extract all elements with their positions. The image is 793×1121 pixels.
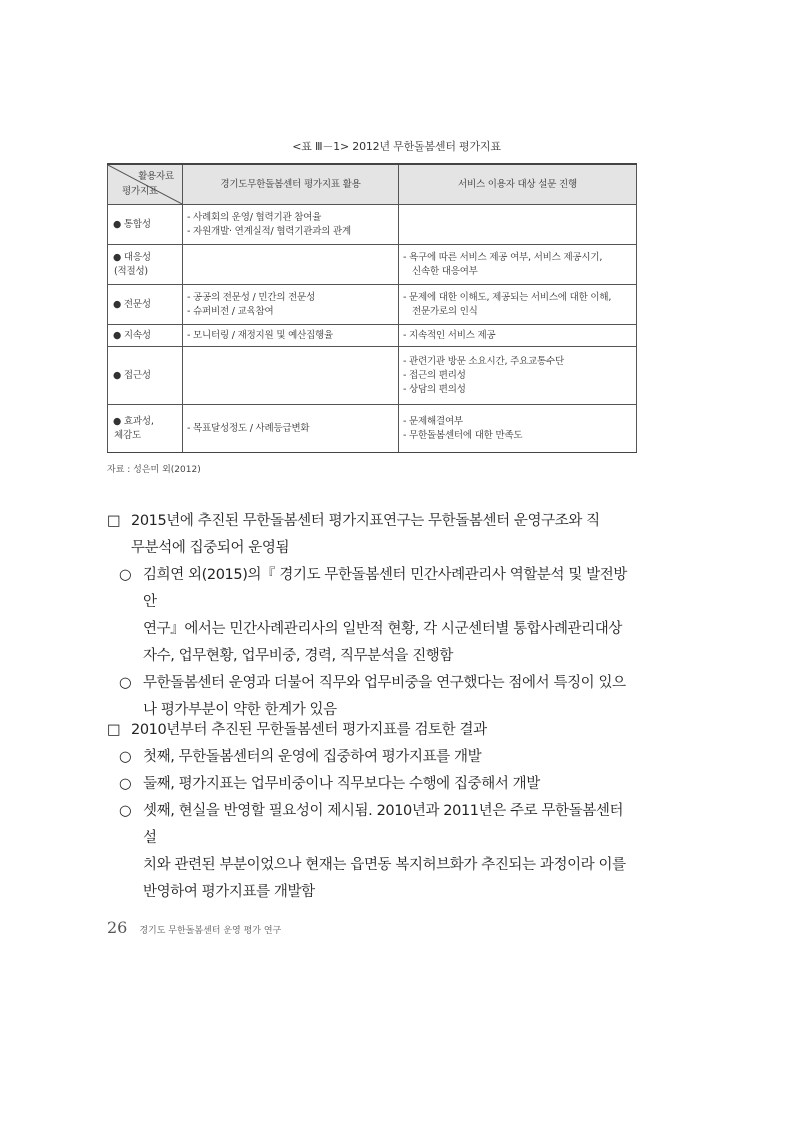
section-heading [107, 508, 637, 562]
gyeonggi-indicator-cell [183, 205, 399, 245]
circle-bullet-icon: ○ [119, 776, 132, 792]
circle-bullet-icon: ○ [119, 803, 132, 819]
section-item [119, 771, 637, 798]
criterion-cell [108, 285, 183, 325]
section-2015-study [107, 508, 637, 724]
cell-text-line: 신속한 대응여부 [412, 265, 478, 277]
cell-text-line: ● 효과성, [113, 415, 154, 427]
section-item-line: 무한돌봄센터 운영과 더불어 직무와 업무비중을 연구했다는 점에서 특징이 있으 [143, 675, 626, 691]
column-header-gyeonggi-indicator: 경기도무한돌봄센터 평가지표 활용 [183, 164, 399, 205]
table-row [108, 405, 637, 453]
section-item-line: 나 평가부분이 약한 한계가 있음 [143, 702, 337, 718]
table-row [108, 285, 637, 325]
table-row [108, 325, 637, 347]
user-survey-cell [399, 325, 637, 347]
section-item-line: 둘째, 평가지표는 업무비중이나 직무보다는 수행에 집중해서 개발 [143, 776, 540, 792]
section-heading-line: 2015년에 추진된 무한돌봄센터 평가지표연구는 무한돌봄센터 운영구조와 직 [131, 513, 600, 529]
table-header-row [108, 164, 637, 205]
running-title: 경기도 무한돌봄센터 운영 평가 연구 [139, 926, 282, 936]
cell-text-line: - 욕구에 따른 서비스 제공 여부, 서비스 제공시기, [403, 251, 603, 263]
square-bullet-icon: □ [107, 722, 121, 738]
gyeonggi-indicator-cell [183, 325, 399, 347]
cell-text-line: - 지속적인 서비스 제공 [403, 329, 496, 341]
gyeonggi-indicator-cell [183, 285, 399, 325]
section-item [119, 798, 637, 906]
circle-bullet-icon: ○ [119, 749, 132, 765]
cell-text-line: - 무한돌봄센터에 대한 만족도 [403, 429, 523, 441]
cell-text-line: - 접근의 편리성 [403, 369, 466, 381]
criterion-cell [108, 347, 183, 405]
evaluation-indicator-table [107, 163, 637, 453]
table-row [108, 245, 637, 285]
cell-text-line: - 자원개발· 연계실적/ 협력기관과의 관계 [187, 225, 351, 237]
user-survey-cell [399, 205, 637, 245]
criterion-cell [108, 325, 183, 347]
criterion-cell [108, 405, 183, 453]
cell-text-line: ● 지속성 [113, 329, 151, 341]
section-item [119, 562, 637, 670]
cell-text-line: ● 접근성 [113, 369, 151, 381]
section-heading-line: 무분석에 집중되어 운영됨 [131, 540, 290, 556]
circle-bullet-icon: ○ [119, 675, 132, 691]
user-survey-cell [399, 347, 637, 405]
cell-text-line: ● 통합성 [113, 218, 151, 230]
page-footer [107, 918, 281, 937]
cell-text-line: 전문가로의 인식 [412, 305, 478, 317]
table-row [108, 347, 637, 405]
section-item-line: 자수, 업무현황, 업무비중, 경력, 직무분석을 진행함 [143, 648, 454, 664]
gyeonggi-indicator-cell [183, 347, 399, 405]
column-header-user-survey: 서비스 이용자 대상 설문 진행 [399, 164, 637, 205]
corner-label-indicator: 평가지표 [122, 186, 158, 197]
user-survey-cell [399, 285, 637, 325]
section-heading-line: 2010년부터 추진된 무한돌봄센터 평가지표를 검토한 결과 [131, 722, 487, 738]
cell-text-line: - 문제해결여부 [403, 415, 463, 427]
user-survey-cell [399, 245, 637, 285]
section-item [119, 670, 637, 724]
circle-bullet-icon: ○ [119, 567, 132, 583]
gyeonggi-indicator-cell [183, 405, 399, 453]
cell-text-line: ● 대응성 [113, 251, 151, 263]
table-corner-cell [108, 164, 183, 205]
section-item-line: 김희연 외(2015)의『 경기도 무한돌봄센터 민간사례관리사 역할분석 및 발전방안 [143, 567, 627, 610]
cell-text-line: - 관련기관 방문 소요시간, 주요교통수단 [403, 355, 564, 367]
section-item [119, 744, 637, 771]
cell-text-line: - 슈퍼비전 / 교육참여 [187, 305, 274, 317]
gyeonggi-indicator-cell [183, 245, 399, 285]
criterion-cell [108, 205, 183, 245]
cell-text-line: 체감도 [114, 429, 141, 441]
section-heading [107, 717, 637, 744]
user-survey-cell [399, 405, 637, 453]
section-item-line: 셋째, 현실을 반영할 필요성이 제시됨. 2010년과 2011년은 주로 무한돌봄센터 설 [143, 803, 624, 846]
table-row [108, 205, 637, 245]
section-item-line: 연구』에서는 민간사례관리사의 일반적 현황, 각 시군센터별 통합사례관리대상 [143, 621, 622, 637]
section-item-line: 반영하여 평가지표를 개발함 [143, 884, 315, 900]
cell-text-line: ● 전문성 [113, 298, 151, 310]
table-source-note: 자료 : 성은미 외(2012) [107, 465, 201, 475]
criterion-cell [108, 245, 183, 285]
corner-label-resource: 활용자료 [138, 171, 174, 182]
cell-text-line: (적절성) [114, 265, 148, 277]
section-item-line: 치와 관련된 부분이었으나 현재는 읍면동 복지허브화가 추진되는 과정이라 이를 [143, 857, 626, 873]
cell-text-line: - 상담의 편의성 [403, 383, 466, 395]
page-number: 26 [107, 918, 128, 937]
cell-text-line: - 사례회의 운영/ 협력기관 참여율 [187, 211, 322, 223]
cell-text-line: - 목표달성정도 / 사례등급변화 [187, 422, 310, 434]
section-2010-review [107, 717, 637, 906]
square-bullet-icon: □ [107, 513, 121, 529]
cell-text-line: - 공공의 전문성 / 민간의 전문성 [187, 291, 316, 303]
cell-text-line: - 모니터링 / 재정지원 및 예산집행율 [187, 329, 334, 341]
table-caption: <표 Ⅲ－1> 2012년 무한돌봄센터 평가지표 [292, 140, 501, 153]
cell-text-line: - 문제에 대한 이해도, 제공되는 서비스에 대한 이해, [403, 291, 612, 303]
section-item-line: 첫째, 무한돌봄센터의 운영에 집중하여 평가지표를 개발 [143, 749, 482, 765]
